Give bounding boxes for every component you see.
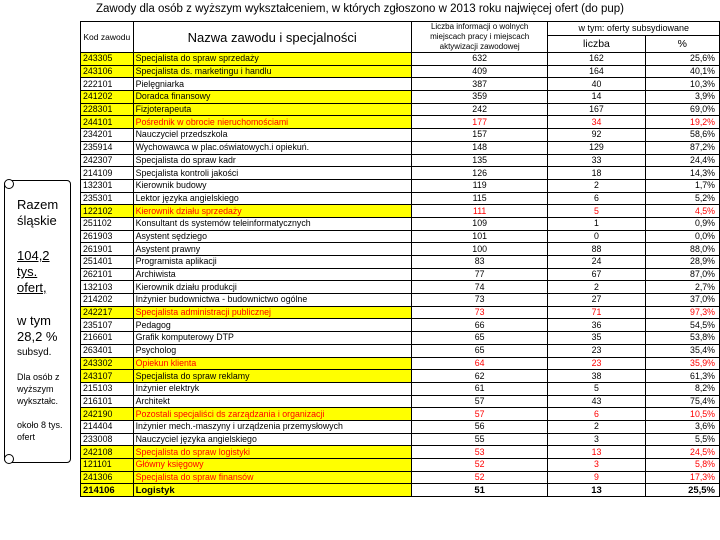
occupation-name: Nauczyciel przedszkola xyxy=(133,129,411,142)
occupation-code: 243302 xyxy=(81,357,134,370)
occupation-name: Pośrednik w obrocie nieruchomościami xyxy=(133,116,411,129)
table-row xyxy=(81,459,720,472)
region-label: Razem śląskie xyxy=(17,197,59,228)
subsidized-count: 129 xyxy=(548,141,645,154)
subsidized-pct: 25,6% xyxy=(645,53,719,66)
scroll-curl-bottom xyxy=(4,454,14,464)
offer-count: 387 xyxy=(411,78,548,91)
subsidized-pct: 69,0% xyxy=(645,103,719,116)
subsidized-count: 9 xyxy=(548,471,645,484)
subsidized-count: 167 xyxy=(548,103,645,116)
table-row xyxy=(81,357,720,370)
offer-count: 51 xyxy=(411,484,548,497)
occupation-name: Wychowawca w plac.oświatowych.i opiekuń. xyxy=(133,141,411,154)
subsidized-count: 6 xyxy=(548,408,645,421)
occupation-code: 262101 xyxy=(81,268,134,281)
subsidized-pct: 97,3% xyxy=(645,306,719,319)
offer-count: 74 xyxy=(411,281,548,294)
occupation-name: Specjalista kontroli jakości xyxy=(133,167,411,180)
offer-count: 177 xyxy=(411,116,548,129)
subsidized-pct: 53,8% xyxy=(645,332,719,345)
occupation-name: Logistyk xyxy=(133,484,411,497)
occupation-code: 132301 xyxy=(81,179,134,192)
subsidized-count: 88 xyxy=(548,243,645,256)
offer-count: 157 xyxy=(411,129,548,142)
header-sub-count: liczba xyxy=(548,36,645,53)
offer-count: 148 xyxy=(411,141,548,154)
subsidized-pct: 5,8% xyxy=(645,459,719,472)
table-row xyxy=(81,306,720,319)
subsidized-pct: 10,3% xyxy=(645,78,719,91)
occupation-code: 214106 xyxy=(81,484,134,497)
occupation-name: Inżynier budownictwa - budownictwo ogólne xyxy=(133,294,411,307)
offer-count: 109 xyxy=(411,217,548,230)
table-row xyxy=(81,116,720,129)
subsidized-pct: 35,4% xyxy=(645,344,719,357)
table-row xyxy=(81,192,720,205)
page-title: Zawody dla osób z wyższym wykształceniem, w których zgłoszono w 2013 roku najwięcej ofert (do pup) xyxy=(96,3,624,15)
offer-count: 53 xyxy=(411,446,548,459)
table-row xyxy=(81,167,720,180)
occupation-code: 242307 xyxy=(81,154,134,167)
offer-count: 111 xyxy=(411,205,548,218)
occupation-code: 243305 xyxy=(81,53,134,66)
table-row xyxy=(81,446,720,459)
occupation-name: Lektor języka angielskiego xyxy=(133,192,411,205)
subsidized-count: 1 xyxy=(548,217,645,230)
occupation-code: 233008 xyxy=(81,433,134,446)
subsidized-pct: 87,0% xyxy=(645,268,719,281)
offer-count: 65 xyxy=(411,344,548,357)
subsidized-count: 162 xyxy=(548,53,645,66)
table-row xyxy=(81,370,720,383)
offer-count: 409 xyxy=(411,65,548,78)
subsidized-pct: 14,3% xyxy=(645,167,719,180)
subsidized-share: w tym 28,2 % xyxy=(17,313,58,344)
subsidized-count: 67 xyxy=(548,268,645,281)
subsidized-count: 36 xyxy=(548,319,645,332)
offer-count: 101 xyxy=(411,230,548,243)
subsidized-count: 2 xyxy=(548,179,645,192)
occupation-name: Kierownik działu produkcji xyxy=(133,281,411,294)
occupation-code: 235107 xyxy=(81,319,134,332)
offer-count: 73 xyxy=(411,306,548,319)
offer-count: 61 xyxy=(411,382,548,395)
subsidized-pct: 37,0% xyxy=(645,294,719,307)
subsidized-pct: 17,3% xyxy=(645,471,719,484)
offer-count: 119 xyxy=(411,179,548,192)
table-row xyxy=(81,217,720,230)
subsidized-pct: 5,5% xyxy=(645,433,719,446)
occupation-name: Specjalista do spraw finansów xyxy=(133,471,411,484)
subsidized-pct: 0,0% xyxy=(645,230,719,243)
occupation-code: 235914 xyxy=(81,141,134,154)
subsidized-count: 35 xyxy=(548,332,645,345)
table-row xyxy=(81,154,720,167)
occupation-code: 216601 xyxy=(81,332,134,345)
occupation-name: Grafik komputerowy DTP xyxy=(133,332,411,345)
subsidized-count: 6 xyxy=(548,192,645,205)
offer-count: 56 xyxy=(411,420,548,433)
subsidized-pct: 75,4% xyxy=(645,395,719,408)
occupation-code: 261903 xyxy=(81,230,134,243)
occupation-code: 215103 xyxy=(81,382,134,395)
offer-count: 242 xyxy=(411,103,548,116)
occupation-code: 263401 xyxy=(81,344,134,357)
subsidized-count: 2 xyxy=(548,281,645,294)
header-sub-pct: % xyxy=(645,36,719,53)
occupation-code: 235301 xyxy=(81,192,134,205)
occupation-name: Psycholog xyxy=(133,344,411,357)
subsidized-pct: 35,9% xyxy=(645,357,719,370)
subsidized-pct: 40,1% xyxy=(645,65,719,78)
subsidized-pct: 5,2% xyxy=(645,192,719,205)
subsidized-count: 2 xyxy=(548,420,645,433)
occupation-name: Specjalista administracji publicznej xyxy=(133,306,411,319)
table-row xyxy=(81,243,720,256)
occupation-name: Asystent sędziego xyxy=(133,230,411,243)
subsidized-count: 3 xyxy=(548,433,645,446)
occupation-name: Inżynier elektryk xyxy=(133,382,411,395)
offer-count: 135 xyxy=(411,154,548,167)
subsidized-count: 23 xyxy=(548,357,645,370)
table-row xyxy=(81,256,720,269)
occupation-name: Architekt xyxy=(133,395,411,408)
offer-count: 126 xyxy=(411,167,548,180)
occupation-code: 241306 xyxy=(81,471,134,484)
occupation-code: 243106 xyxy=(81,65,134,78)
table-row xyxy=(81,395,720,408)
offer-count: 62 xyxy=(411,370,548,383)
subsidized-count: 40 xyxy=(548,78,645,91)
graduates-note: Dla osób z wyższym wykształc. xyxy=(17,372,60,406)
subsidized-count: 14 xyxy=(548,91,645,104)
occupation-name: Kierownik działu sprzedaży xyxy=(133,205,411,218)
subsidized-count: 164 xyxy=(548,65,645,78)
subsidized-count: 24 xyxy=(548,256,645,269)
subsidized-pct: 58,6% xyxy=(645,129,719,142)
subsidized-pct: 8,2% xyxy=(645,382,719,395)
subsidized-count: 33 xyxy=(548,154,645,167)
subsidized-count: 13 xyxy=(548,446,645,459)
occupation-name: Doradca finansowy xyxy=(133,91,411,104)
table-row xyxy=(81,141,720,154)
occupation-code: 122102 xyxy=(81,205,134,218)
table-row xyxy=(81,230,720,243)
subsidized-pct: 28,9% xyxy=(645,256,719,269)
subsidized-pct: 87,2% xyxy=(645,141,719,154)
occupation-name: Konsultant ds systemów teleinformatycznych xyxy=(133,217,411,230)
subsidized-count: 5 xyxy=(548,382,645,395)
occupation-name: Nauczyciel języka angielskiego xyxy=(133,433,411,446)
occupation-code: 216101 xyxy=(81,395,134,408)
occupation-name: Pozostali specjaliści ds zarządzania i organizacji xyxy=(133,408,411,421)
subsidized-pct: 25,5% xyxy=(645,484,719,497)
table-row xyxy=(81,420,720,433)
offer-count: 52 xyxy=(411,459,548,472)
subsidized-pct: 54,5% xyxy=(645,319,719,332)
subsidized-pct: 61,3% xyxy=(645,370,719,383)
table-row xyxy=(81,53,720,66)
table-row xyxy=(81,205,720,218)
occupation-code: 228301 xyxy=(81,103,134,116)
offer-count: 100 xyxy=(411,243,548,256)
occupation-name: Pedagog xyxy=(133,319,411,332)
subsidized-count: 13 xyxy=(548,484,645,497)
total-offers: 104,2 tys. ofert, xyxy=(17,248,50,295)
occupation-code: 241202 xyxy=(81,91,134,104)
subsidized-count: 92 xyxy=(548,129,645,142)
occupation-code: 251401 xyxy=(81,256,134,269)
table-row xyxy=(81,129,720,142)
occupations-table xyxy=(80,21,720,497)
occupation-code: 214404 xyxy=(81,420,134,433)
subsidized-pct: 3,9% xyxy=(645,91,719,104)
subsidized-pct: 19,2% xyxy=(645,116,719,129)
occupation-code: 222101 xyxy=(81,78,134,91)
offer-count: 65 xyxy=(411,332,548,345)
subsidized-count: 18 xyxy=(548,167,645,180)
table-row xyxy=(81,344,720,357)
summary-callout xyxy=(4,180,71,463)
occupation-code: 234201 xyxy=(81,129,134,142)
occupation-code: 244101 xyxy=(81,116,134,129)
subsidized-pct: 0,9% xyxy=(645,217,719,230)
occupation-name: Specjalista do spraw logistyki xyxy=(133,446,411,459)
occupation-code: 214202 xyxy=(81,294,134,307)
subsidized-count: 34 xyxy=(548,116,645,129)
subsidized-pct: 24,5% xyxy=(645,446,719,459)
occupation-name: Pielęgniarka xyxy=(133,78,411,91)
subsidized-pct: 24,4% xyxy=(645,154,719,167)
occupation-code: 214109 xyxy=(81,167,134,180)
occupation-code: 242217 xyxy=(81,306,134,319)
table-row xyxy=(81,408,720,421)
offer-count: 359 xyxy=(411,91,548,104)
subsidized-pct: 3,6% xyxy=(645,420,719,433)
occupation-name: Specjalista do spraw sprzedaży xyxy=(133,53,411,66)
occupation-name: Specjalista do spraw reklamy xyxy=(133,370,411,383)
scroll-curl-top xyxy=(4,179,14,189)
occupation-name: Kierownik budowy xyxy=(133,179,411,192)
table-row xyxy=(81,471,720,484)
table-row xyxy=(81,319,720,332)
occupation-code: 261901 xyxy=(81,243,134,256)
subsidized-count: 27 xyxy=(548,294,645,307)
occupation-code: 121101 xyxy=(81,459,134,472)
table-row xyxy=(81,179,720,192)
header-code: Kod zawodu xyxy=(81,22,134,53)
occupation-name: Specjalista ds. marketingu i handlu xyxy=(133,65,411,78)
offer-count: 83 xyxy=(411,256,548,269)
subsidized-pct: 1,7% xyxy=(645,179,719,192)
offer-count: 57 xyxy=(411,395,548,408)
occupation-name: Archiwista xyxy=(133,268,411,281)
subsidized-count: 23 xyxy=(548,344,645,357)
table-row xyxy=(81,382,720,395)
table-row xyxy=(81,484,720,497)
offer-count: 55 xyxy=(411,433,548,446)
offer-count: 66 xyxy=(411,319,548,332)
offer-count: 57 xyxy=(411,408,548,421)
table-row xyxy=(81,433,720,446)
occupation-name: Specjalista do spraw kadr xyxy=(133,154,411,167)
subsidized-count: 38 xyxy=(548,370,645,383)
header-subsidized: w tym: oferty subsydiowane xyxy=(548,22,720,36)
occupation-code: 251102 xyxy=(81,217,134,230)
subsidized-pct: 4,5% xyxy=(645,205,719,218)
offer-count: 73 xyxy=(411,294,548,307)
table-row xyxy=(81,91,720,104)
subsidized-label: subsyd. xyxy=(17,347,52,358)
occupation-name: Główny księgowy xyxy=(133,459,411,472)
subsidized-count: 43 xyxy=(548,395,645,408)
occupation-name: Inżynier mech.-maszyny i urządzenia przemysłowych xyxy=(133,420,411,433)
subsidized-count: 0 xyxy=(548,230,645,243)
subsidized-pct: 2,7% xyxy=(645,281,719,294)
table-row xyxy=(81,294,720,307)
subsidized-pct: 10,5% xyxy=(645,408,719,421)
offer-count: 115 xyxy=(411,192,548,205)
occupation-code: 132103 xyxy=(81,281,134,294)
subsidized-count: 3 xyxy=(548,459,645,472)
occupation-name: Opiekun klienta xyxy=(133,357,411,370)
table-row xyxy=(81,268,720,281)
subsidized-count: 71 xyxy=(548,306,645,319)
header-count: Liczba informacji o wolnych miejscach pracy i miejscach aktywizacji zawodowej xyxy=(411,22,548,53)
occupation-name: Fizjoterapeuta xyxy=(133,103,411,116)
offer-count: 77 xyxy=(411,268,548,281)
header-name: Nazwa zawodu i specjalności xyxy=(133,22,411,53)
offer-count: 64 xyxy=(411,357,548,370)
occupation-code: 242190 xyxy=(81,408,134,421)
occupation-code: 243107 xyxy=(81,370,134,383)
table-row xyxy=(81,281,720,294)
occupation-name: Programista aplikacji xyxy=(133,256,411,269)
subsidized-count: 5 xyxy=(548,205,645,218)
table-row xyxy=(81,65,720,78)
offer-count: 52 xyxy=(411,471,548,484)
occupation-name: Asystent prawny xyxy=(133,243,411,256)
table-row xyxy=(81,103,720,116)
table-row xyxy=(81,332,720,345)
occupation-code: 242108 xyxy=(81,446,134,459)
offer-count: 632 xyxy=(411,53,548,66)
graduates-offers: około 8 tys. ofert xyxy=(17,420,63,442)
table-row xyxy=(81,78,720,91)
subsidized-pct: 88,0% xyxy=(645,243,719,256)
